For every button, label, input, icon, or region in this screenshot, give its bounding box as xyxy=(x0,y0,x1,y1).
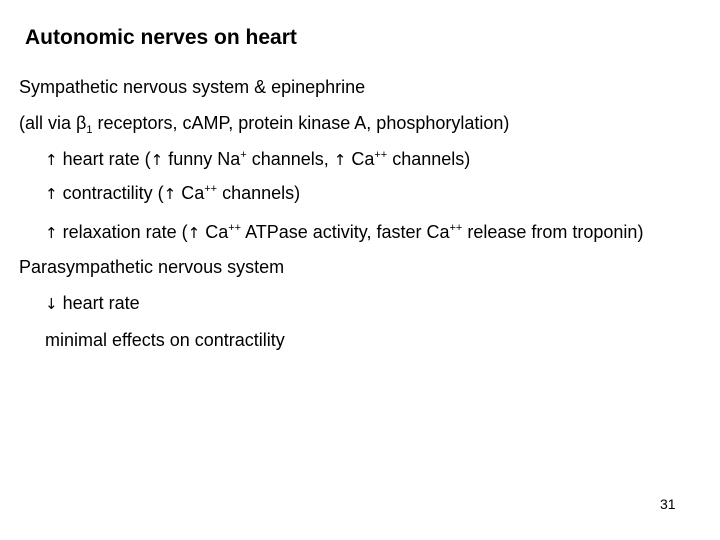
up-arrow-icon: ↑ xyxy=(45,151,58,169)
ca-charge: ++ xyxy=(449,222,463,234)
funny-na-text: funny Na xyxy=(163,149,241,169)
up-arrow-icon: ↑ xyxy=(150,151,164,169)
ca-charge: ++ xyxy=(374,149,388,161)
up-arrow-icon: ↑ xyxy=(333,151,347,169)
na-charge: + xyxy=(240,149,247,161)
channels-close-text: channels) xyxy=(387,149,471,169)
ca-text: Ca xyxy=(346,149,375,169)
ca-text: Ca xyxy=(200,222,229,242)
receptors-prefix: (all via xyxy=(19,113,77,133)
channels-text: channels, xyxy=(246,149,334,169)
atpase-text: ATPase activity, faster Ca xyxy=(241,222,450,242)
beta-symbol: β xyxy=(76,113,87,133)
heart-rate-text: heart rate ( xyxy=(57,149,151,169)
slide-title: Autonomic nerves on heart xyxy=(25,26,297,49)
ca-charge: ++ xyxy=(204,183,218,195)
parasympathetic-heart-rate-line xyxy=(45,293,140,314)
troponin-text: release from troponin) xyxy=(462,222,644,242)
parasympathetic-contractility-line: minimal effects on contractility xyxy=(45,330,285,350)
parasympathetic-heading: Parasympathetic nervous system xyxy=(19,257,285,277)
up-arrow-icon: ↑ xyxy=(45,185,58,203)
contractility-text: contractility ( xyxy=(57,183,164,203)
heart-rate-text: heart rate xyxy=(57,293,140,313)
up-arrow-icon: ↑ xyxy=(187,224,201,242)
sympathetic-relaxation-line xyxy=(45,222,643,243)
up-arrow-icon: ↑ xyxy=(45,224,58,242)
sympathetic-heart-rate-line xyxy=(45,149,470,170)
receptors-suffix: receptors, cAMP, protein kinase A, phosphorylation) xyxy=(92,113,510,133)
beta-subscript: 1 xyxy=(86,124,93,136)
ca-charge: ++ xyxy=(228,222,242,234)
channels-close-text: channels) xyxy=(217,183,301,203)
sympathetic-contractility-line xyxy=(45,183,300,204)
down-arrow-icon: ↓ xyxy=(45,295,58,313)
ca-text: Ca xyxy=(176,183,205,203)
up-arrow-icon: ↑ xyxy=(163,185,177,203)
relaxation-text: relaxation rate ( xyxy=(57,222,188,242)
page-number: 31 xyxy=(660,496,676,512)
sympathetic-receptors-line xyxy=(19,113,509,134)
sympathetic-heading: Sympathetic nervous system & epinephrine xyxy=(19,77,366,97)
